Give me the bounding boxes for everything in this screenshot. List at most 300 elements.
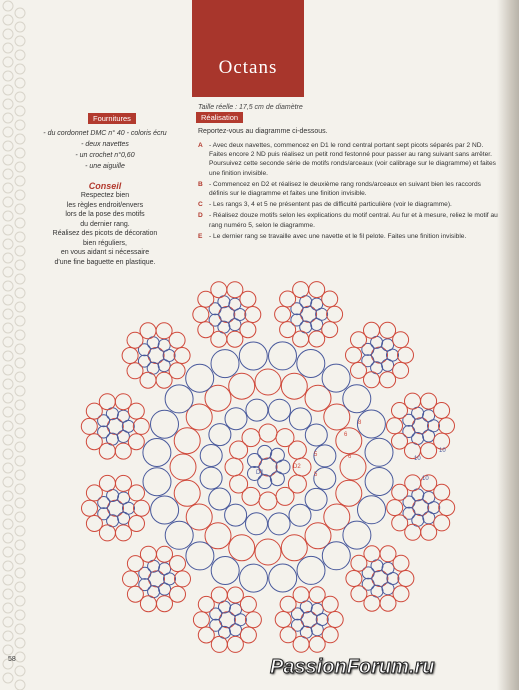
lace-ring [15,610,25,620]
row4-ring [255,369,281,395]
motif-outer-ring [240,291,256,307]
motif-outer-ring [198,627,214,643]
lace-ring [15,568,25,578]
motif-petal [292,619,304,631]
step-text: - Le dernier rang se travaille avec une navette et le fil pelote. Faites une finition invisible. [209,232,467,240]
step-letter: B [198,180,203,188]
motif-petal [98,415,110,427]
row3-ring [209,424,231,446]
motif-outer-ring [156,372,172,388]
lace-ring [15,624,25,634]
motif-petal [311,298,323,310]
motif-outer-ring [280,322,296,338]
motif-petal [139,579,151,591]
row2-ring [225,458,243,476]
page-spine [497,0,519,690]
lace-ring [3,463,13,473]
lace-ring [3,365,13,375]
lace-ring [3,239,13,249]
step-a [198,141,498,178]
row3-ring [200,445,222,467]
motif-outer-ring [128,403,144,419]
lace-ring [3,533,13,543]
advice-line: d'une fine baguette en plastique. [54,258,156,266]
row5-ring [358,496,386,524]
lace-ring [3,351,13,361]
row5-ring [211,350,239,378]
motif-petal [423,430,435,442]
motif-petal [382,339,394,351]
motif-outer-ring [280,627,296,643]
step-text: - Commencez en D2 et réalisez le deuxième rang ronds/arceaux en suivant bien les raccords définis sur le diagramme et faites une finition invisible. [209,180,481,198]
lace-border [0,0,30,690]
motif-outer-ring [115,443,131,459]
row4-ring [255,539,281,565]
lace-ring [3,71,13,81]
motif-outer-ring [322,291,338,307]
lace-ring [15,120,25,130]
lace-ring [15,330,25,340]
lace-ring [3,309,13,319]
row4-ring [229,535,255,561]
motif-petal [311,319,323,331]
page-title: Octans [218,57,278,78]
motif-petal [382,583,394,595]
lace-ring [15,148,25,158]
step-letter: E [198,232,203,240]
motif-outer-ring [227,331,243,347]
motif-petal [403,426,415,438]
lace-ring [15,414,25,424]
lace-ring [3,323,13,333]
row2-ring [230,475,248,493]
lace-ring [3,57,13,67]
motif-outer-ring [129,485,145,501]
motif-outer-ring [346,571,362,587]
lace-ring [15,470,25,480]
lace-ring [15,638,25,648]
lace-ring [3,491,13,501]
motif-outer-ring [392,515,408,531]
lace-ring [15,8,25,18]
motif-outer-ring [327,306,343,322]
row3-ring [200,467,222,489]
motif-petal [159,563,171,575]
motif-outer-ring [99,394,115,410]
lace-ring [15,78,25,88]
lace-ring [3,477,13,487]
motif-outer-ring [275,306,291,322]
lace-ring [15,50,25,60]
motif-petal [158,339,170,351]
motif-outer-ring [127,363,143,379]
row3-ring [289,504,311,526]
motif-outer-ring [434,484,450,500]
diagram-label: 5 [314,452,318,458]
lace-ring [15,190,25,200]
lace-ring [3,169,13,179]
lace-ring [15,456,25,466]
realisation-steps [198,141,498,243]
diagram-label: 10 [439,448,446,454]
watermark: PassionForum.ru [270,656,435,678]
row5-ring [151,410,179,438]
row2-ring [242,429,260,447]
motif-outer-ring [421,524,437,540]
advice-text [30,191,180,267]
step-letter: D [198,212,203,220]
motif-petal [229,298,241,310]
lace-ring [3,141,13,151]
row5-ring [143,468,171,496]
motif-outer-ring [380,372,396,388]
lace-ring [3,183,13,193]
lace-ring [3,15,13,25]
lace-ring [15,288,25,298]
step-letter: C [198,201,203,209]
title-tab [192,0,304,97]
lace-ring [3,113,13,123]
row5-ring [240,564,268,592]
motif-outer-ring [351,362,367,378]
motif-outer-ring [175,571,191,587]
lace-ring [3,617,13,627]
realisation-heading: Réalisation [196,112,243,123]
supplies-list [30,128,180,172]
row5-ring [322,364,350,392]
supply-item: - du cordonnet DMC n° 40 - coloris écru [43,130,167,137]
lace-ring [3,575,13,585]
row3-ring [225,408,247,430]
lace-ring [15,106,25,116]
motif-petal [230,604,242,616]
motif-petal [159,583,171,595]
step-letter: A [198,142,203,149]
lace-ring [15,680,25,690]
lace-ring [3,99,13,109]
motif-outer-ring [82,500,98,516]
motif-petal [118,492,130,504]
lace-ring [15,652,25,662]
motif-petal [311,624,323,636]
motif-petal [423,512,435,524]
motif-outer-ring [122,348,138,364]
row4-ring [170,454,196,480]
lace-ring [3,547,13,557]
lace-ring [3,29,13,39]
motif-outer-ring [86,516,102,532]
advice-line: en vous aidant si nécessaire [60,249,150,256]
advice-line: Respectez bien [80,192,130,199]
center-petal [270,472,284,486]
diagram-label: 8 [358,420,362,426]
diagram-label: 10 [422,476,429,482]
row3-ring [246,399,268,421]
lace-ring [15,232,25,242]
motif-outer-ring [293,587,309,603]
motif-petal [230,624,242,636]
row4-ring [174,428,200,454]
motif-outer-ring [275,612,291,628]
row5-ring [143,439,171,467]
lace-ring [15,218,25,228]
motif-petal [117,431,129,443]
motif-outer-ring [393,332,409,348]
advice-line: lors de la pose des motifs [65,211,145,218]
lace-ring [3,561,13,571]
lace-ring [3,337,13,347]
lace-ring [15,344,25,354]
motif-petal [209,314,221,326]
motif-outer-ring [387,500,403,516]
lace-ring [15,22,25,32]
center-petal [270,448,284,462]
center-petal [258,445,272,459]
motif-outer-ring [140,323,156,339]
motif-outer-ring [364,322,380,338]
motif-outer-ring [193,307,209,323]
center-petal [258,475,272,489]
lace-ring [15,386,25,396]
size-note: Taille réelle : 17,5 cm de diamètre [198,104,303,111]
lace-ring [3,127,13,137]
lace-ring [3,155,13,165]
motif-outer-ring [327,612,343,628]
lace-ring [3,295,13,305]
motif-outer-ring [309,331,325,347]
row2-ring [288,441,306,459]
row4-ring [336,428,362,454]
motif-outer-ring [174,348,190,364]
row5-ring [297,350,325,378]
lace-ring [3,603,13,613]
motif-petal [117,410,129,422]
advice-line: les règles endroit/envers [66,201,144,209]
row5-ring [269,564,297,592]
lace-ring [15,260,25,270]
motif-outer-ring [193,612,209,628]
motif-outer-ring [133,418,149,434]
row3-ring [268,513,290,535]
motif-petal [362,343,374,355]
lace-ring [15,134,25,144]
motif-petal [138,344,150,356]
lace-ring [15,204,25,214]
motif-outer-ring [439,418,455,434]
motif-outer-ring [405,393,421,409]
motif-outer-ring [169,332,185,348]
row3-ring [314,468,336,490]
row5-ring [211,557,239,585]
motif-outer-ring [439,500,455,516]
motif-outer-ring [364,546,380,562]
diagram-label: D2 [293,464,301,470]
step-e [198,232,498,241]
lace-ring [15,582,25,592]
motif-petal [210,608,222,620]
motif-outer-ring [245,307,261,323]
row5-ring [297,556,325,584]
lace-ring [15,526,25,536]
row4-ring [174,480,200,506]
motif-petal [382,562,394,574]
advice-heading: Conseil [88,181,122,191]
motif-outer-ring [227,636,243,652]
step-text: - Réalisez douze motifs selon les explications du motif central. Au fur et à mesure, reliez le motif au rang numéro 5, selon le diagramme. [209,212,498,229]
lace-ring [3,631,13,641]
motif-outer-ring [309,636,325,652]
lace-ring [15,484,25,494]
motif-outer-ring [392,433,408,449]
diagram-label: 6 [344,432,348,438]
row3-ring [289,408,311,430]
row5-ring [269,342,297,370]
lace-ring [3,589,13,599]
row5-ring [365,468,393,496]
lace-ring [15,498,25,508]
row4-ring [281,373,307,399]
row5-ring [365,438,393,466]
lace-ring [15,176,25,186]
lace-ring [3,449,13,459]
motif-outer-ring [86,434,102,450]
lace-ring [3,505,13,515]
motif-outer-ring [434,403,450,419]
motif-outer-ring [140,546,156,562]
motif-petal [423,492,435,504]
row3-ring [305,488,327,510]
motif-outer-ring [127,586,143,602]
motif-petal [423,410,435,422]
motif-outer-ring [380,595,396,611]
lace-ring [3,267,13,277]
motif-outer-ring [346,347,362,363]
motif-outer-ring [211,587,227,603]
lace-ring [3,197,13,207]
motif-outer-ring [245,612,261,628]
motif-outer-ring [157,596,173,612]
lace-ring [15,64,25,74]
motif-outer-ring [134,500,150,516]
lace-ring [3,211,13,221]
lace-ring [3,393,13,403]
supply-item: - une aiguille [85,163,125,170]
lace-ring [3,645,13,655]
motif-outer-ring [99,475,115,491]
row2-ring [276,487,294,505]
lace-ring [3,435,13,445]
motif-petal [209,303,221,315]
lace-ring [15,666,25,676]
motif-outer-ring [398,571,414,587]
motif-outer-ring [398,347,414,363]
row4-ring [336,480,362,506]
page-number: 58 [8,656,16,663]
row3-ring [269,399,291,421]
lace-ring [15,358,25,368]
row3-ring [246,513,268,535]
center-petal [248,454,262,468]
motif-petal [158,360,170,372]
lace-ring [15,428,25,438]
motif-outer-ring [81,418,97,434]
row4-ring [340,454,366,480]
row5-ring [239,342,267,370]
lace-ring [3,281,13,291]
motif-outer-ring [351,586,367,602]
row5-ring [357,410,385,438]
row2-ring [259,424,277,442]
lace-ring [15,442,25,452]
lace-ring [3,43,13,53]
realisation-intro: Reportez-vous au diagramme ci-dessous. [198,128,328,135]
lace-ring [15,246,25,256]
diagram-label: D1 [256,470,264,476]
motif-petal [229,319,241,331]
step-text: - Avec deux navettes, commencez en D1 le rond central portant sept picots séparés par 2 ND. Faites encore 2 ND puis réalisez un petit rond festonné pour passer au rang suivant sans arrêter. Poursuivez cette seconde série de motifs ronds/arceaux (voir calibrage sur le diagramme) et faites une finition invisible. [209,142,496,177]
advice-line: du dernier rang. [80,220,130,228]
motif-outer-ring [405,475,421,491]
lace-ring [15,302,25,312]
motif-outer-ring [198,322,214,338]
motif-petal [403,507,415,519]
row3-ring [209,488,231,510]
lace-ring [3,379,13,389]
motif-outer-ring [421,443,437,459]
diagram-label: 5 [314,472,318,478]
lace-ring [15,554,25,564]
lace-ring [3,85,13,95]
lace-ring [15,36,25,46]
motif-petal [291,314,303,326]
step-d [198,211,498,229]
motif-outer-ring [393,555,409,571]
lace-ring [3,673,13,683]
row3-ring [305,424,327,446]
lace-ring [15,92,25,102]
lace-ring [3,1,13,11]
lace-ring [3,225,13,235]
step-b [198,180,498,198]
row5-ring [151,496,179,524]
motif-petal [98,497,110,509]
motif-outer-ring [123,571,139,587]
advice-line: Réalisez des picots de décoration [52,230,158,237]
row4-ring [281,535,307,561]
row5-ring [186,542,214,570]
lace-ring [15,274,25,284]
motif-petal [362,578,374,590]
lace-ring [15,162,25,172]
motif-outer-ring [387,418,403,434]
row5-ring [322,542,350,570]
lace-ring [15,400,25,410]
row5-ring [165,521,193,549]
row4-ring [229,373,255,399]
motif-petal [382,359,394,371]
supply-item: - un crochet n°0,60 [75,152,135,159]
lace-ring [3,421,13,431]
step-c [198,200,498,209]
motif-outer-ring [240,596,256,612]
row3-ring [225,504,247,526]
motif-outer-ring [170,556,186,572]
row5-ring [343,385,371,413]
step-text: - Les rangs 3, 4 et 5 ne présentent pas de difficulté particulière (voir le diagramme). [209,201,452,209]
lace-ring [15,372,25,382]
diagram-label: 10 [414,456,421,462]
motif-outer-ring [322,596,338,612]
